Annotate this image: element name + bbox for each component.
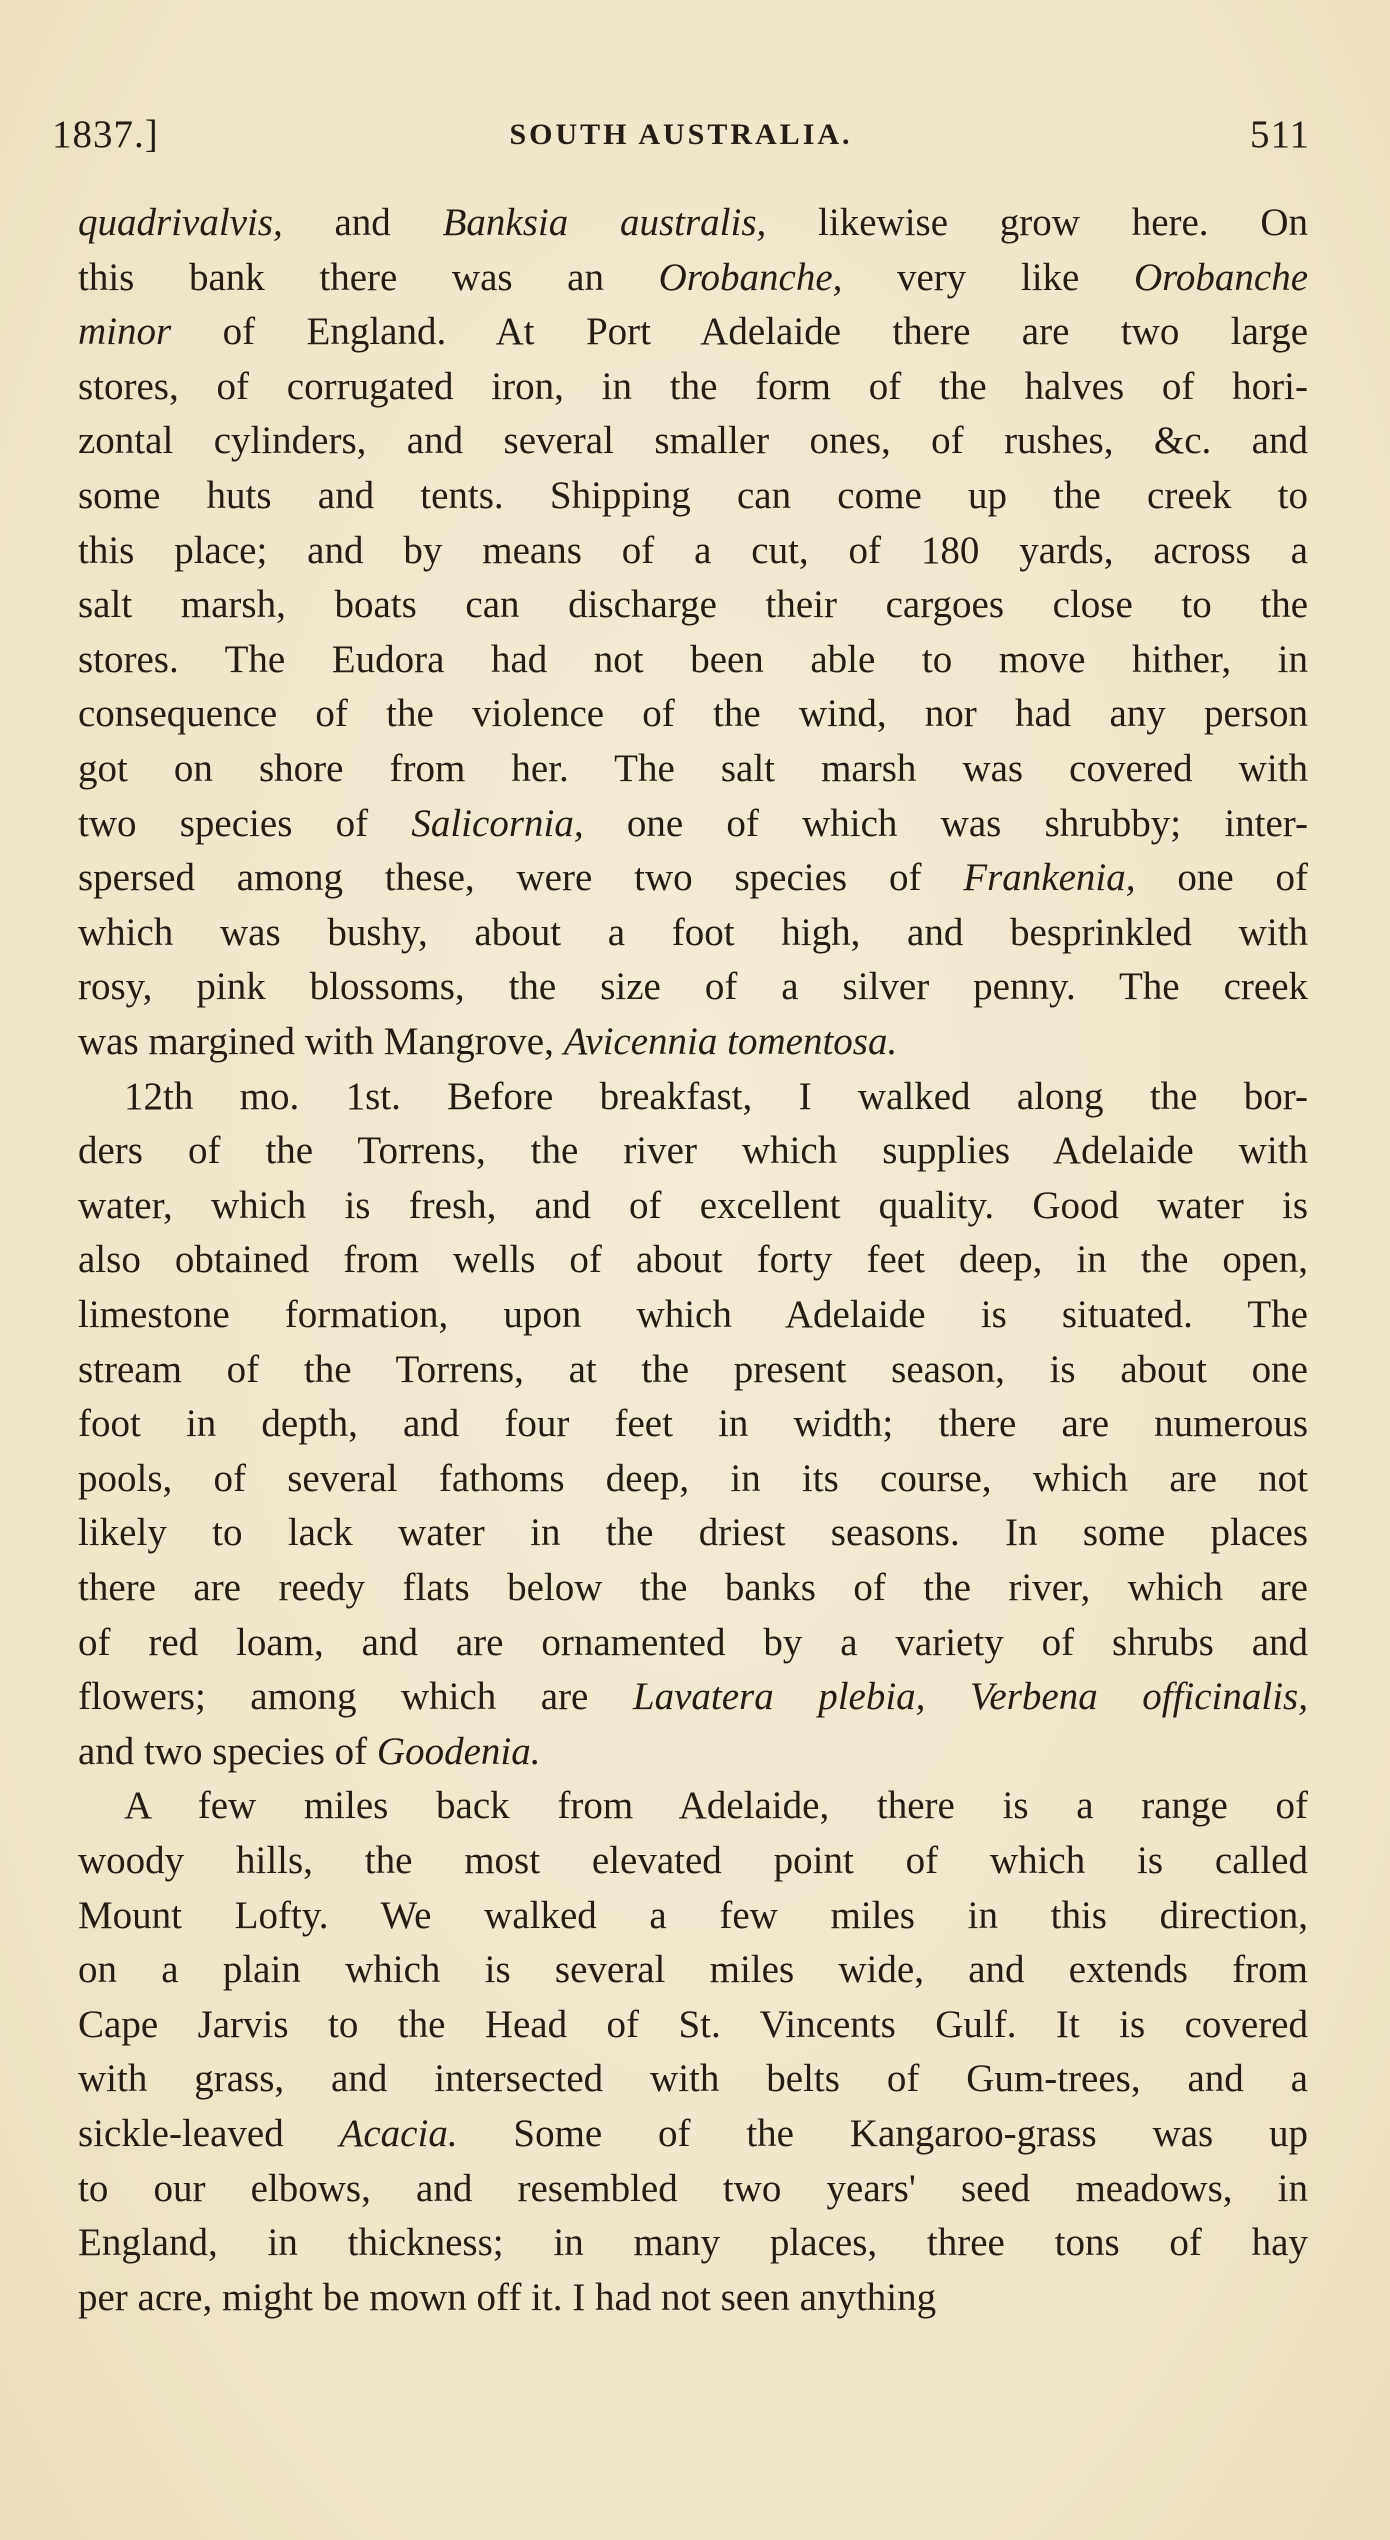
text-line: [78, 1943, 1308, 1997]
text-run: likewise grow here. On: [766, 201, 1308, 244]
text-line: [78, 1397, 1308, 1451]
text-run: one of which was shrubby; inter-: [583, 801, 1308, 845]
text-run: on a plain which is several miles wide, and extends from: [78, 1948, 1308, 1992]
text-run: woody hills, the most elevated point of which is called: [78, 1839, 1308, 1882]
page-number: 511: [1249, 113, 1310, 156]
text-line: [78, 1834, 1308, 1888]
text-run: with grass, and intersected with belts of Gum-trees, and a: [78, 2057, 1308, 2101]
text-run: pools, of several fathoms deep, in its course, which are not: [78, 1456, 1308, 1500]
text-run: and: [282, 201, 443, 244]
text-line: [78, 1015, 1308, 1069]
text-line: [78, 633, 1308, 687]
text-line: [78, 1998, 1308, 2052]
text-run: and two species of: [78, 1729, 377, 1773]
text-line: [78, 1506, 1308, 1560]
text-run: spersed among these, were two species of: [78, 856, 964, 900]
text-line: [78, 414, 1308, 468]
italic-text: quadrivalvis,: [78, 201, 283, 244]
text-line: [78, 360, 1308, 414]
text-run: per acre, might be mown off it. I had not seen anything: [78, 2275, 937, 2319]
text-run: flowers; among which are: [78, 1675, 633, 1719]
text-run: two species of: [78, 801, 412, 845]
text-run: there are reedy flats below the banks of the river, which are: [78, 1566, 1308, 1609]
text-line: [78, 1452, 1308, 1506]
text-run: A few miles back from Adelaide, there is a range of: [124, 1784, 1308, 1828]
italic-text: Orobanche,: [658, 255, 843, 299]
italic-text: Banksia australis,: [442, 201, 767, 244]
text-line: [78, 960, 1308, 1014]
text-line: [78, 469, 1308, 523]
text-run: was margined with Mangrove,: [78, 1020, 564, 1063]
text-line: [78, 687, 1308, 741]
text-run: zontal cylinders, and several smaller ones, of rushes, &c. and: [78, 419, 1308, 463]
text-line: [78, 1288, 1308, 1342]
text-run: salt marsh, boats can discharge their cargoes close to the: [78, 583, 1308, 627]
text-run: which was bushy, about a foot high, and besprinkled with: [78, 910, 1308, 954]
text-run: likely to lack water in the driest seasons. In some places: [78, 1511, 1308, 1555]
text-run: England, in thickness; in many places, three tons of hay: [78, 2221, 1308, 2265]
text-line: [78, 251, 1308, 305]
text-run: very like: [842, 255, 1134, 299]
text-line: [78, 1889, 1308, 1943]
text-line: [124, 1779, 1308, 1833]
text-run: of red loam, and are ornamented by a variety of shrubs and: [78, 1620, 1308, 1664]
italic-text: Avicennia tomentosa.: [563, 1020, 898, 1063]
text-line: [78, 2162, 1308, 2216]
text-run: rosy, pink blossoms, the size of a silver penny. The creek: [78, 965, 1308, 1009]
text-run: Mount Lofty. We walked a few miles in this direction,: [78, 1893, 1308, 1937]
text-run: foot in depth, and four feet in width; there are numerous: [78, 1402, 1308, 1446]
text-line: [78, 1725, 1308, 1779]
text-line: [124, 1070, 1308, 1124]
text-run: limestone formation, upon which Adelaide is situated. The: [78, 1293, 1308, 1336]
italic-text: Salicornia,: [411, 801, 584, 845]
text-line: [78, 1616, 1308, 1670]
text-line: [78, 1179, 1308, 1233]
text-line: [78, 1561, 1308, 1615]
text-line: [78, 1124, 1308, 1178]
text-run: ders of the Torrens, the river which supplies Adelaide with: [78, 1129, 1308, 1173]
text-run: stores, of corrugated iron, in the form of the halves of hori-: [78, 364, 1308, 408]
italic-text: Orobanche: [1133, 255, 1308, 299]
text-line: [78, 1233, 1308, 1287]
text-line: [78, 906, 1308, 960]
running-header: [52, 110, 1310, 160]
text-run: sickle-leaved: [78, 2112, 340, 2155]
text-line: [78, 851, 1308, 905]
text-line: [78, 797, 1308, 851]
text-line: [78, 1670, 1308, 1724]
text-line: [78, 742, 1308, 796]
text-line: [78, 305, 1308, 359]
text-line: [78, 2052, 1308, 2106]
text-line: [78, 2216, 1308, 2270]
text-run: some huts and tents. Shipping can come up the creek to: [78, 474, 1308, 517]
text-line: [78, 1343, 1308, 1397]
text-run: also obtained from wells of about forty feet deep, in the open,: [78, 1238, 1308, 1282]
text-run: Cape Jarvis to the Head of St. Vincents Gulf. It is covered: [78, 2002, 1308, 2046]
text-run: this place; and by means of a cut, of 180 yards, across a: [78, 528, 1308, 572]
text-run: consequence of the violence of the wind, nor had any person: [78, 692, 1308, 736]
text-line: [78, 578, 1308, 632]
italic-text: minor: [78, 310, 172, 354]
text-run: one of: [1135, 856, 1308, 900]
header-year: 1837.]: [52, 113, 159, 156]
text-run: 12th mo. 1st. Before breakfast, I walked along the bor-: [124, 1074, 1308, 1118]
text-run: of England. At Port Adelaide there are two large: [171, 310, 1308, 354]
italic-text: Lavatera plebia, Verbena officinalis,: [632, 1675, 1308, 1719]
text-run: got on shore from her. The salt marsh was covered with: [78, 747, 1308, 790]
italic-text: Acacia.: [339, 2112, 458, 2155]
header-title: SOUTH AUSTRALIA.: [509, 118, 853, 151]
text-run: to our elbows, and resembled two years' seed meadows, in: [78, 2166, 1308, 2210]
text-run: stores. The Eudora had not been able to move hither, in: [78, 637, 1308, 681]
text-line: [78, 2271, 1308, 2325]
italic-text: Goodenia.: [376, 1729, 541, 1773]
text-line: [78, 2107, 1308, 2161]
text-line: [78, 196, 1308, 250]
text-line: [78, 524, 1308, 578]
text-run: this bank there was an: [78, 255, 659, 299]
italic-text: Frankenia,: [963, 856, 1136, 900]
text-run: water, which is fresh, and of excellent quality. Good water is: [78, 1183, 1308, 1227]
text-run: Some of the Kangaroo-grass was up: [457, 2112, 1308, 2155]
text-run: stream of the Torrens, at the present season, is about one: [78, 1347, 1308, 1391]
